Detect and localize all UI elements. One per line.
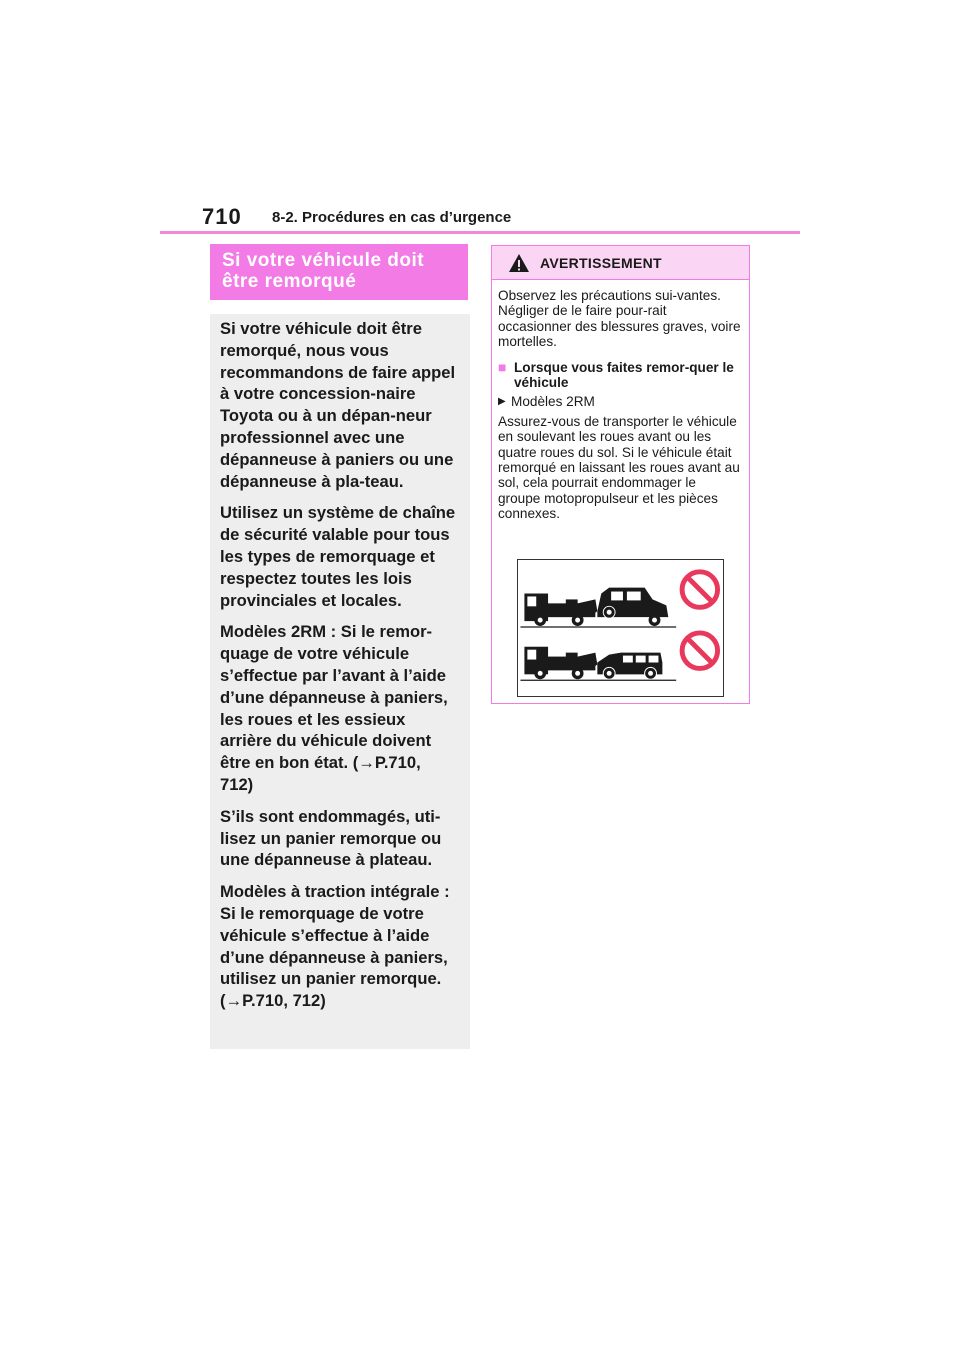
warning-body	[492, 280, 749, 522]
topic-paragraph: Modèles à traction intégrale : Si le remorquage de votre véhicule s’effectue à l’aide d’une dépanneuse à paniers, utilisez un panier remorque. (→P.710, 712)	[220, 882, 450, 1011]
topic-paragraph: Utilisez un système de chaîne de sécurité valable pour tous les types de remorquage et respectez toutes les lois provinciales et locales.	[220, 503, 456, 610]
tow-truck-bottom-icon	[524, 647, 597, 680]
topic-paragraph: Modèles 2RM : Si le remor-quage de votre véhicule s’effectue par l’avant à l’aide d’une dépanneuse à paniers, les roues et les essieux arrière du véhicule doivent être en bon état. (→P.710, 712)	[220, 622, 448, 794]
topic-heading-line1: Si votre véhicule doit	[222, 250, 425, 271]
towed-suv-bottom-icon	[597, 653, 662, 680]
triangle-bullet-icon: ▶	[498, 396, 506, 408]
warning-subheading-text: Lorsque vous faites remor-quer le véhicule	[514, 359, 734, 391]
warning-intro: Observez les précautions sui-vantes. Négliger de le faire pour-rait occasionner des blessures graves, voire mortelles.	[498, 288, 741, 350]
warning-subheading	[498, 360, 741, 391]
header-rule	[160, 231, 800, 234]
towed-suv-top-icon	[597, 588, 668, 626]
tow-truck-illustration	[517, 559, 724, 697]
topic-paragraph: S’ils sont endommagés, uti-lisez un panier remorque ou une dépanneuse à plateau.	[220, 806, 442, 870]
warning-title: AVERTISSEMENT	[540, 254, 662, 271]
section-title: 8-2. Procédures en cas d’urgence	[272, 209, 512, 226]
warning-bullet-text: Modèles 2RM	[511, 394, 595, 410]
warning-text: Assurez-vous de transporter le véhicule en soulevant les roues avant ou les quatre roues du sol. Si le véhicule était remorqué en laissant les roues avant au sol, cela pourrait endommager le groupe motopropulseur et les pièces connexes.	[498, 413, 740, 522]
tow-truck-top-icon	[524, 594, 597, 627]
topic-heading-line2: être remorqué	[222, 271, 357, 292]
prohibition-icon	[682, 572, 717, 607]
warning-bullet	[498, 394, 741, 409]
topic-box	[210, 314, 470, 1049]
topic-heading	[210, 244, 468, 300]
square-bullet-icon: ■	[498, 358, 507, 375]
prohibition-icon	[682, 633, 717, 668]
topic-paragraph: Si votre véhicule doit être remorqué, nous vous recommandons de faire appel à votre concession-naire Toyota ou à un dépan-neur professionnel avec une dépanneuse à paniers ou une dépanneuse à pla-teau.	[220, 319, 456, 491]
warning-triangle-icon	[508, 253, 530, 273]
warning-header	[492, 246, 749, 280]
page-number: 710	[202, 204, 242, 229]
